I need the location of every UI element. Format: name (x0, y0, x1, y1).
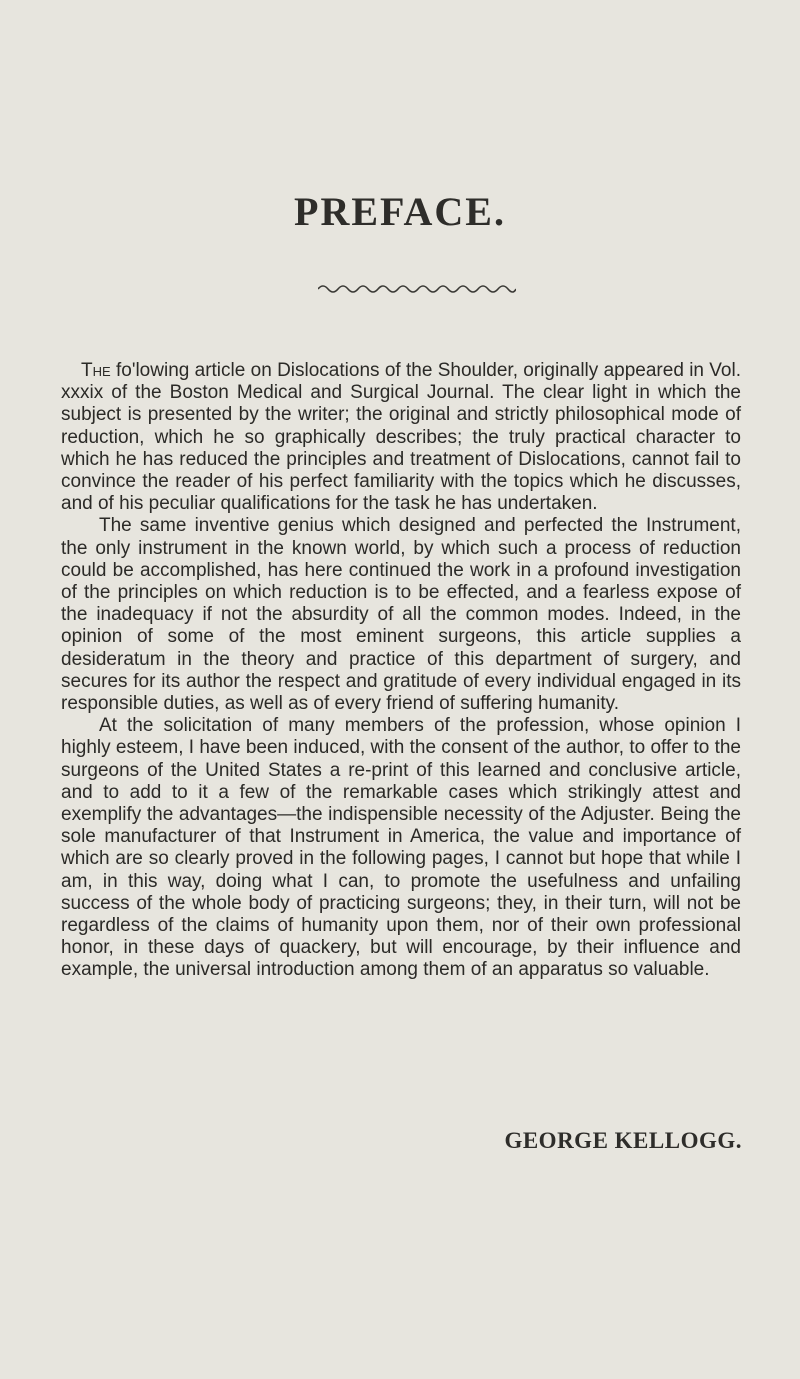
preface-body (61, 360, 741, 982)
paragraph-text: fo'lowing article on Dislocations of the Shoulder, originally appeared in Vol. xxxix of the Boston Medical and Surgical Journal. The clear light in which the subject is presented by the writer; the original and strictly philosophical mode of reduction, which he so graphically describes; the truly practical character to which he has reduced the principles and treatment of Dislocations, cannot fail to convince the reader of his perfect familiarity with the topics which he discusses, and of his peculiar qualifications for the task he has undertaken. (61, 360, 741, 515)
paragraph-3: At the solicitation of many members of the profession, whose opinion I highly esteem, I have been induced, with the consent of the author, to offer to the surgeons of the United States a re-print of this learned and conclusive article, and to add to it a few of the remarkable cases which strikingly attest and exemplify the advantages—the indispensible necessity of the Adjuster. Being the sole manufacturer of that Instrument in America, the value and importance of which are so clearly proved in the following pages, I cannot but hope that while I am, in this way, doing what I can, to promote the usefulness and unfailing success of the whole body of practicing surgeons; they, in their turn, will not be regardless of the claims of humanity upon them, nor of their own professional honor, in these days of quackery, but will encourage, by their influence and example, the universal introduction among them of an apparatus so valuable. (61, 715, 741, 981)
signature: GEORGE KELLOGG. (504, 1128, 742, 1153)
paragraph-1 (61, 360, 741, 515)
paragraph-lead: The (81, 360, 111, 381)
page-heading: PREFACE. (294, 189, 506, 234)
wavy-rule-ornament (318, 283, 516, 295)
paragraph-2: The same inventive genius which designed and perfected the Instrument, the only instrument in the known world, by which such a process of reduction could be accomplished, has here continued the work in a profound investigation of the principles on which reduction is to be effected, and a fearless expose of the inadequacy if not the absurdity of all the common modes. Indeed, in the opinion of some of the most eminent surgeons, this article supplies a desideratum in the theory and practice of this department of surgery, and secures for its author the respect and gratitude of every individual engaged in its responsible duties, as well as of every friend of suffering humanity. (61, 515, 741, 715)
